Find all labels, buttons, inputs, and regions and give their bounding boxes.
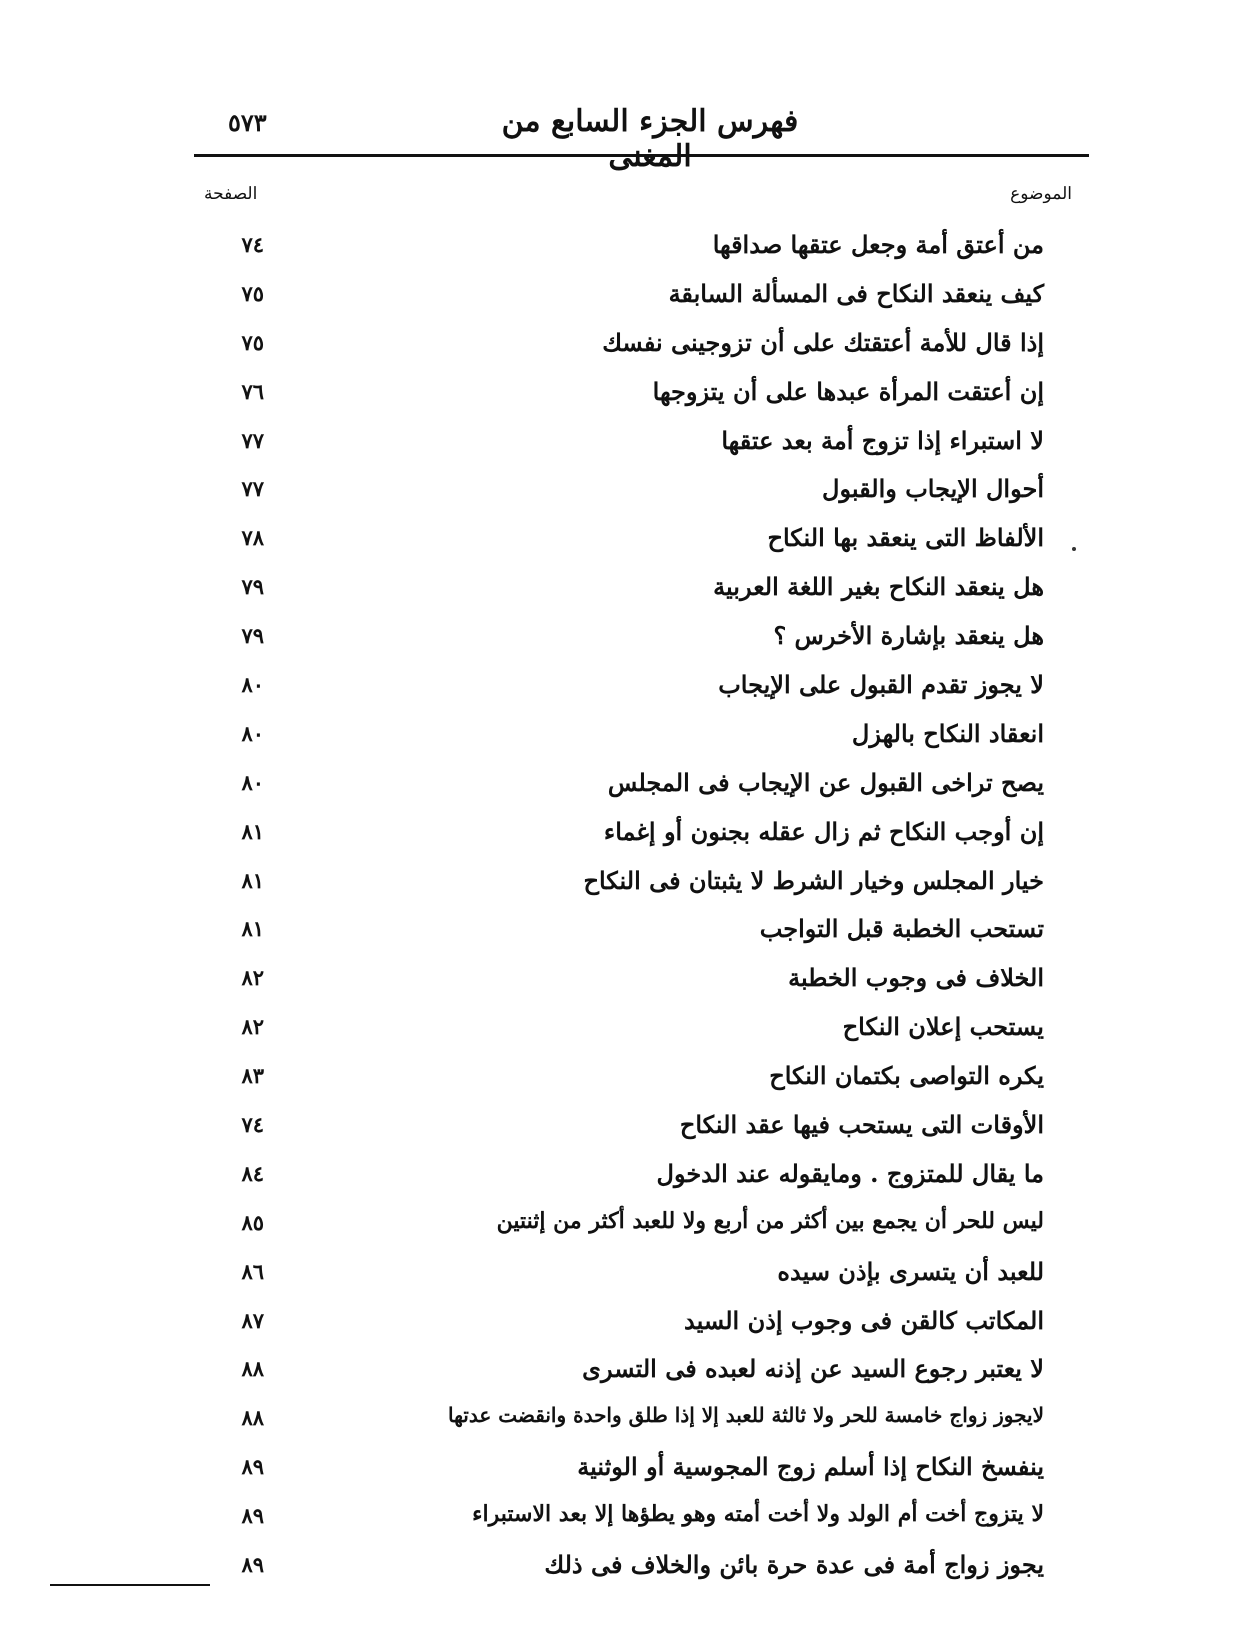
entry-page-number: ٧٩ (241, 623, 264, 649)
entry-page-number: ٧٧ (241, 476, 264, 502)
entry-topic: هل ينعقد بإشارة الأخرس ؟ (773, 621, 1044, 651)
index-entry (194, 1495, 1074, 1544)
entry-topic: لا استبراء إذا تزوج أمة بعد عتقها (721, 425, 1044, 455)
index-entry (194, 420, 1074, 469)
index-entry (194, 1104, 1074, 1153)
entry-topic: انعقاد النكاح بالهزل (851, 718, 1044, 748)
entry-page-number: ٨٩ (241, 1503, 264, 1529)
index-entry (194, 1202, 1074, 1251)
entry-topic: المكاتب كالقن فى وجوب إذن السيد (683, 1305, 1044, 1335)
column-label-topic: الموضوع (1010, 184, 1072, 204)
entry-topic: ليس للحر أن يجمع بين أكثر من أربع ولا للعبد أكثر من إثنتين (496, 1207, 1044, 1234)
entry-page-number: ٨٩ (241, 1454, 264, 1480)
entry-page-number: ٧٤ (241, 1112, 264, 1138)
entry-page-number: ٨٩ (241, 1552, 264, 1578)
index-entry (194, 1348, 1074, 1397)
entry-page-number: ٨٢ (241, 965, 264, 991)
index-entry (194, 1300, 1074, 1349)
entry-topic: يكره التواصى بكتمان النكاح (769, 1061, 1044, 1091)
index-entry (194, 908, 1074, 957)
entry-topic: إن أوجب النكاح ثم زال عقله بجنون أو إغماء (603, 816, 1044, 846)
entry-page-number: ٨٨ (241, 1405, 264, 1431)
header-rule (194, 154, 1089, 157)
entry-topic: إذا قال للأمة أعتقتك على أن تزوجينى نفسك (602, 327, 1044, 357)
entry-page-number: ٧٦ (241, 378, 264, 404)
index-entry (194, 1006, 1074, 1055)
entry-topic: لايجوز زواج خامسة للحر ولا ثالثة للعبد إلا إذا طلق واحدة وانقضت عدتها (447, 1403, 1044, 1428)
entry-topic: تستحب الخطبة قبل التواجب (759, 914, 1044, 944)
index-entry (194, 1397, 1074, 1446)
entry-topic: للعبد أن يتسرى بإذن سيده (777, 1256, 1044, 1286)
index-entry (194, 957, 1074, 1006)
entry-topic: أحوال الإيجاب والقبول (822, 474, 1044, 504)
entry-topic: يصح تراخى القبول عن الإيجاب فى المجلس (607, 767, 1044, 797)
index-entry (194, 1055, 1074, 1104)
running-title: فهرس الجزء السابع من المغنى (501, 104, 799, 174)
index-entry (194, 762, 1074, 811)
entry-topic: لا يجوز تقدم القبول على الإيجاب (718, 670, 1044, 700)
index-entry (194, 322, 1074, 371)
column-label-page: الصفحة (204, 184, 258, 204)
entry-page-number: ٨٠ (241, 672, 264, 698)
entry-topic: ما يقال للمتزوج . ومايقوله عند الدخول (656, 1158, 1044, 1188)
index-entry (194, 860, 1074, 909)
entry-topic: خيار المجلس وخيار الشرط لا يثبتان فى النكاح (583, 865, 1044, 895)
entry-topic: الأوقات التى يستحب فيها عقد النكاح (679, 1110, 1044, 1140)
entry-page-number: ٨١ (241, 867, 264, 893)
index-entry (194, 1544, 1074, 1593)
index-entry (194, 468, 1074, 517)
entry-topic: يجوز زواج أمة فى عدة حرة بائن والخلاف فى ذلك (544, 1550, 1044, 1580)
index-entry (194, 1446, 1074, 1495)
index-entry (194, 811, 1074, 860)
entry-page-number: ٧٥ (241, 329, 264, 355)
entry-page-number: ٨٦ (241, 1258, 264, 1284)
entry-page-number: ٨٣ (241, 1063, 264, 1089)
index-entry (194, 273, 1074, 322)
entry-page-number: ٨٠ (241, 769, 264, 795)
stray-ink-dot (1072, 547, 1076, 551)
entry-page-number: ٧٩ (241, 574, 264, 600)
index-entry (194, 224, 1074, 273)
entry-page-number: ٨٧ (241, 1307, 264, 1333)
entry-page-number: ٧٥ (241, 280, 264, 306)
entry-topic: الخلاف فى وجوب الخطبة (788, 963, 1044, 993)
entry-page-number: ٨٨ (241, 1356, 264, 1382)
entry-page-number: ٨٤ (241, 1160, 264, 1186)
entry-topic: هل ينعقد النكاح بغير اللغة العربية (713, 572, 1044, 602)
entry-topic: يستحب إعلان النكاح (842, 1012, 1044, 1042)
index-entry (194, 517, 1074, 566)
entry-topic: إن أعتقت المرأة عبدها على أن يتزوجها (652, 376, 1044, 406)
index-entry (194, 1153, 1074, 1202)
entry-topic: كيف ينعقد النكاح فى المسألة السابقة (668, 278, 1044, 308)
index-entry (194, 371, 1074, 420)
index-entries (194, 224, 1074, 1593)
index-entry (194, 664, 1074, 713)
entry-topic: لا يعتبر رجوع السيد عن إذنه لعبده فى التسرى (582, 1354, 1044, 1384)
entry-page-number: ٨١ (241, 916, 264, 942)
entry-page-number: ٨١ (241, 818, 264, 844)
entry-topic: لا يتزوج أخت أم الولد ولا أخت أمته وهو يطؤها إلا بعد الاستبراء (472, 1501, 1044, 1528)
page-number: ٥٧٣ (228, 108, 267, 137)
entry-page-number: ٨٠ (241, 720, 264, 746)
entry-topic: من أعتق أمة وجعل عتقها صداقها (712, 230, 1044, 259)
entry-page-number: ٨٢ (241, 1014, 264, 1040)
footnote-rule (50, 1584, 210, 1586)
entry-page-number: ٧٨ (241, 525, 264, 551)
index-entry (194, 1251, 1074, 1300)
index-entry (194, 713, 1074, 762)
entry-page-number: ٧٤ (241, 232, 264, 257)
entry-topic: ينفسخ النكاح إذا أسلم زوج المجوسية أو الوثنية (577, 1452, 1044, 1482)
entry-page-number: ٨٥ (241, 1209, 264, 1235)
entry-topic: الألفاظ التى ينعقد بها النكاح (767, 523, 1044, 553)
index-entry (194, 566, 1074, 615)
index-entry (194, 615, 1074, 664)
entry-page-number: ٧٧ (241, 427, 264, 453)
